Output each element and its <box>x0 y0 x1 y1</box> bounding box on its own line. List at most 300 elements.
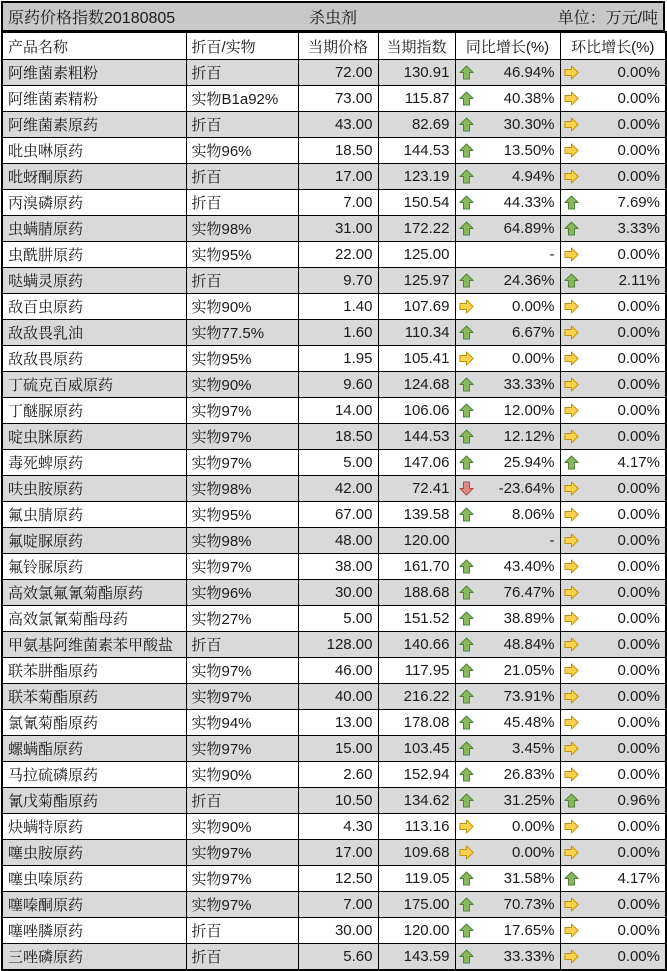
yoy-growth-cell: 31.58% <box>455 866 560 892</box>
up-arrow-icon <box>459 65 474 80</box>
yoy-growth-cell: 33.33% <box>455 372 560 398</box>
current-index-cell: 117.95 <box>378 658 455 684</box>
spec-cell: 折百 <box>186 112 298 138</box>
table-row <box>2 502 666 528</box>
current-index-cell: 125.97 <box>378 268 455 294</box>
up-arrow-icon <box>459 403 474 418</box>
spec-cell: 折百 <box>186 164 298 190</box>
table-row <box>2 632 666 658</box>
yoy-growth-cell: 12.12% <box>455 424 560 450</box>
spec-cell: 实物B1a92% <box>186 86 298 112</box>
current-index-cell: 151.52 <box>378 606 455 632</box>
current-price-cell: 67.00 <box>298 502 378 528</box>
mom-growth-cell: 0.00% <box>560 710 666 736</box>
spec-cell: 实物27% <box>186 606 298 632</box>
table-row <box>2 814 666 840</box>
mom-growth-cell: 4.17% <box>560 450 666 476</box>
current-price-cell: 5.00 <box>298 606 378 632</box>
col-header-current-price: 当期价格 <box>298 32 378 60</box>
yoy-growth-cell: 4.94% <box>455 164 560 190</box>
product-name-cell: 甲氨基阿维菌素苯甲酸盐 <box>2 632 186 658</box>
right-arrow-icon <box>459 351 474 366</box>
current-index-cell: 147.06 <box>378 450 455 476</box>
table-row <box>2 424 666 450</box>
current-index-cell: 82.69 <box>378 112 455 138</box>
current-index-cell: 143.59 <box>378 944 455 971</box>
spec-cell: 折百 <box>186 632 298 658</box>
current-index-cell: 144.53 <box>378 424 455 450</box>
product-name-cell: 吡蚜酮原药 <box>2 164 186 190</box>
product-name-cell: 丁硫克百威原药 <box>2 372 186 398</box>
current-index-cell: 144.53 <box>378 138 455 164</box>
yoy-growth-cell: 3.45% <box>455 736 560 762</box>
col-header-spec: 折百/实物 <box>186 32 298 60</box>
current-price-cell: 14.00 <box>298 398 378 424</box>
current-price-cell: 18.50 <box>298 138 378 164</box>
product-name-cell: 三唑磷原药 <box>2 944 186 971</box>
unit-label: 单位：万元/吨 <box>557 10 659 27</box>
spec-cell: 折百 <box>186 190 298 216</box>
mom-growth-cell: 0.00% <box>560 892 666 918</box>
current-index-cell: 119.05 <box>378 866 455 892</box>
current-price-cell: 9.60 <box>298 372 378 398</box>
table-row <box>2 476 666 502</box>
current-price-cell: 46.00 <box>298 658 378 684</box>
current-price-cell: 2.60 <box>298 762 378 788</box>
current-index-cell: 123.19 <box>378 164 455 190</box>
table-row <box>2 762 666 788</box>
right-arrow-icon <box>564 845 579 860</box>
up-arrow-icon <box>459 325 474 340</box>
up-arrow-icon <box>459 767 474 782</box>
up-arrow-icon <box>459 689 474 704</box>
col-header-yoy-growth: 同比增长(%) <box>455 32 560 60</box>
product-name-cell: 阿维菌素精粉 <box>2 86 186 112</box>
current-price-cell: 1.40 <box>298 294 378 320</box>
right-arrow-icon <box>564 741 579 756</box>
current-index-cell: 125.00 <box>378 242 455 268</box>
right-arrow-icon <box>564 923 579 938</box>
current-price-cell: 30.00 <box>298 580 378 606</box>
spec-cell: 实物97% <box>186 658 298 684</box>
product-name-cell: 氟啶脲原药 <box>2 528 186 554</box>
product-name-cell: 敌百虫原药 <box>2 294 186 320</box>
up-arrow-icon <box>459 611 474 626</box>
spec-cell: 折百 <box>186 788 298 814</box>
current-index-cell: 120.00 <box>378 918 455 944</box>
up-arrow-icon <box>459 585 474 600</box>
up-arrow-icon <box>459 715 474 730</box>
right-arrow-icon <box>564 559 579 574</box>
current-price-cell: 40.00 <box>298 684 378 710</box>
product-name-cell: 虫酰肼原药 <box>2 242 186 268</box>
current-index-cell: 103.45 <box>378 736 455 762</box>
table-row <box>2 580 666 606</box>
current-index-cell: 106.06 <box>378 398 455 424</box>
yoy-growth-cell: 44.33% <box>455 190 560 216</box>
spec-cell: 实物97% <box>186 398 298 424</box>
product-name-cell: 丁醚脲原药 <box>2 398 186 424</box>
current-index-cell: 72.41 <box>378 476 455 502</box>
current-price-cell: 1.95 <box>298 346 378 372</box>
spec-cell: 实物97% <box>186 684 298 710</box>
down-arrow-icon <box>459 481 474 496</box>
mom-growth-cell: 0.00% <box>560 658 666 684</box>
current-index-cell: 139.58 <box>378 502 455 528</box>
spec-cell: 实物95% <box>186 502 298 528</box>
product-name-cell: 呋虫胺原药 <box>2 476 186 502</box>
right-arrow-icon <box>564 767 579 782</box>
report-title: 原药价格指数20180805 <box>8 10 176 27</box>
right-arrow-icon <box>564 325 579 340</box>
spec-cell: 实物95% <box>186 242 298 268</box>
current-index-cell: 130.91 <box>378 60 455 86</box>
spec-cell: 实物97% <box>186 424 298 450</box>
product-name-cell: 马拉硫磷原药 <box>2 762 186 788</box>
up-arrow-icon <box>459 923 474 938</box>
up-arrow-icon <box>459 663 474 678</box>
mom-growth-cell: 0.00% <box>560 580 666 606</box>
table-row <box>2 112 666 138</box>
current-price-cell: 10.50 <box>298 788 378 814</box>
table-row <box>2 86 666 112</box>
yoy-growth-cell: 13.50% <box>455 138 560 164</box>
yoy-growth-cell: 6.67% <box>455 320 560 346</box>
current-index-cell: 105.41 <box>378 346 455 372</box>
right-arrow-icon <box>459 819 474 834</box>
spec-cell: 实物90% <box>186 372 298 398</box>
column-header-row <box>2 32 666 60</box>
current-index-cell: 152.94 <box>378 762 455 788</box>
current-index-cell: 175.00 <box>378 892 455 918</box>
mom-growth-cell: 0.00% <box>560 138 666 164</box>
yoy-growth-cell: 46.94% <box>455 60 560 86</box>
mom-growth-cell: 0.00% <box>560 424 666 450</box>
table-row <box>2 918 666 944</box>
up-arrow-icon <box>459 429 474 444</box>
right-arrow-icon <box>564 481 579 496</box>
up-arrow-icon <box>564 195 579 210</box>
mom-growth-cell: 0.00% <box>560 606 666 632</box>
mom-growth-cell: 0.00% <box>560 684 666 710</box>
up-arrow-icon <box>459 871 474 886</box>
up-arrow-icon <box>459 507 474 522</box>
mom-growth-cell: 2.11% <box>560 268 666 294</box>
yoy-growth-cell: 26.83% <box>455 762 560 788</box>
right-arrow-icon <box>564 611 579 626</box>
mom-growth-cell: 0.00% <box>560 372 666 398</box>
right-arrow-icon <box>564 689 579 704</box>
yoy-growth-cell: 17.65% <box>455 918 560 944</box>
mom-growth-cell: 0.00% <box>560 346 666 372</box>
current-index-cell: 120.00 <box>378 528 455 554</box>
up-arrow-icon <box>564 221 579 236</box>
product-name-cell: 联苯肼酯原药 <box>2 658 186 684</box>
table-row <box>2 320 666 346</box>
up-arrow-icon <box>459 169 474 184</box>
mom-growth-cell: 0.00% <box>560 60 666 86</box>
mom-growth-cell: 0.00% <box>560 502 666 528</box>
current-index-cell: 172.22 <box>378 216 455 242</box>
table-row <box>2 60 666 86</box>
spec-cell: 实物96% <box>186 138 298 164</box>
right-arrow-icon <box>564 507 579 522</box>
table-row <box>2 866 666 892</box>
price-table <box>1 31 667 971</box>
current-price-cell: 12.50 <box>298 866 378 892</box>
mom-growth-cell: 0.00% <box>560 164 666 190</box>
current-price-cell: 72.00 <box>298 60 378 86</box>
current-price-cell: 9.70 <box>298 268 378 294</box>
table-row <box>2 164 666 190</box>
current-price-cell: 5.60 <box>298 944 378 971</box>
table-row <box>2 398 666 424</box>
col-header-product-name: 产品名称 <box>2 32 186 60</box>
yoy-growth-cell: 0.00% <box>455 294 560 320</box>
table-row <box>2 450 666 476</box>
up-arrow-icon <box>459 897 474 912</box>
current-index-cell: 110.34 <box>378 320 455 346</box>
table-row <box>2 268 666 294</box>
current-index-cell: 150.54 <box>378 190 455 216</box>
spec-cell: 实物97% <box>186 866 298 892</box>
table-row <box>2 190 666 216</box>
mom-growth-cell: 0.00% <box>560 554 666 580</box>
table-row <box>2 294 666 320</box>
yoy-growth-cell: 76.47% <box>455 580 560 606</box>
product-name-cell: 氰戊菊酯原药 <box>2 788 186 814</box>
current-index-cell: 115.87 <box>378 86 455 112</box>
mom-growth-cell: 0.00% <box>560 736 666 762</box>
product-name-cell: 敌敌畏乳油 <box>2 320 186 346</box>
up-arrow-icon <box>459 559 474 574</box>
table-row <box>2 710 666 736</box>
current-price-cell: 4.30 <box>298 814 378 840</box>
spec-cell: 实物90% <box>186 762 298 788</box>
current-price-cell: 7.00 <box>298 892 378 918</box>
product-name-cell: 毒死蜱原药 <box>2 450 186 476</box>
right-arrow-icon <box>564 117 579 132</box>
table-row <box>2 944 666 971</box>
table-row <box>2 840 666 866</box>
right-arrow-icon <box>564 377 579 392</box>
table-title-bar <box>1 1 665 31</box>
mom-growth-cell: 7.69% <box>560 190 666 216</box>
yoy-growth-cell: 31.25% <box>455 788 560 814</box>
current-price-cell: 48.00 <box>298 528 378 554</box>
up-arrow-icon <box>459 741 474 756</box>
yoy-growth-cell: 24.36% <box>455 268 560 294</box>
current-index-cell: 124.68 <box>378 372 455 398</box>
yoy-growth-cell: 45.48% <box>455 710 560 736</box>
current-price-cell: 22.00 <box>298 242 378 268</box>
current-index-cell: 216.22 <box>378 684 455 710</box>
right-arrow-icon <box>564 663 579 678</box>
yoy-growth-cell: - <box>455 242 560 268</box>
product-name-cell: 啶虫脒原药 <box>2 424 186 450</box>
yoy-growth-cell: 33.33% <box>455 944 560 971</box>
yoy-growth-cell: 8.06% <box>455 502 560 528</box>
category-label: 杀虫剂 <box>309 10 358 27</box>
table-row <box>2 554 666 580</box>
yoy-growth-cell: 0.00% <box>455 840 560 866</box>
up-arrow-icon <box>564 455 579 470</box>
right-arrow-icon <box>564 351 579 366</box>
right-arrow-icon <box>564 169 579 184</box>
up-arrow-icon <box>459 195 474 210</box>
yoy-growth-cell: 25.94% <box>455 450 560 476</box>
up-arrow-icon <box>564 273 579 288</box>
right-arrow-icon <box>564 247 579 262</box>
mom-growth-cell: 4.17% <box>560 866 666 892</box>
mom-growth-cell: 0.00% <box>560 944 666 971</box>
current-price-cell: 43.00 <box>298 112 378 138</box>
mom-growth-cell: 0.00% <box>560 814 666 840</box>
right-arrow-icon <box>564 715 579 730</box>
spec-cell: 实物90% <box>186 294 298 320</box>
current-price-cell: 17.00 <box>298 164 378 190</box>
product-name-cell: 敌敌畏原药 <box>2 346 186 372</box>
up-arrow-icon <box>459 793 474 808</box>
current-price-cell: 18.50 <box>298 424 378 450</box>
yoy-growth-cell: -23.64% <box>455 476 560 502</box>
current-price-cell: 7.00 <box>298 190 378 216</box>
mom-growth-cell: 0.00% <box>560 632 666 658</box>
current-index-cell: 134.62 <box>378 788 455 814</box>
spec-cell: 实物98% <box>186 528 298 554</box>
product-name-cell: 吡虫啉原药 <box>2 138 186 164</box>
product-name-cell: 哒螨灵原药 <box>2 268 186 294</box>
yoy-growth-cell: 70.73% <box>455 892 560 918</box>
spec-cell: 折百 <box>186 60 298 86</box>
up-arrow-icon <box>459 455 474 470</box>
table-row <box>2 242 666 268</box>
product-name-cell: 阿维菌素粗粉 <box>2 60 186 86</box>
spec-cell: 实物77.5% <box>186 320 298 346</box>
right-arrow-icon <box>564 585 579 600</box>
product-name-cell: 氯氰菊酯原药 <box>2 710 186 736</box>
up-arrow-icon <box>459 273 474 288</box>
table-row <box>2 528 666 554</box>
product-name-cell: 高效氯氰菊酯母药 <box>2 606 186 632</box>
up-arrow-icon <box>459 637 474 652</box>
mom-growth-cell: 0.00% <box>560 242 666 268</box>
yoy-growth-cell: 73.91% <box>455 684 560 710</box>
up-arrow-icon <box>459 949 474 964</box>
col-header-mom-growth: 环比增长(%) <box>560 32 666 60</box>
right-arrow-icon <box>564 403 579 418</box>
right-arrow-icon <box>564 65 579 80</box>
table-row <box>2 892 666 918</box>
right-arrow-icon <box>564 533 579 548</box>
price-index-table <box>1 1 665 971</box>
current-price-cell: 30.00 <box>298 918 378 944</box>
mom-growth-cell: 0.00% <box>560 840 666 866</box>
table-row <box>2 346 666 372</box>
mom-growth-cell: 3.33% <box>560 216 666 242</box>
table-row <box>2 736 666 762</box>
current-index-cell: 107.69 <box>378 294 455 320</box>
up-arrow-icon <box>459 143 474 158</box>
product-name-cell: 噻唑膦原药 <box>2 918 186 944</box>
spec-cell: 实物95% <box>186 346 298 372</box>
current-price-cell: 5.00 <box>298 450 378 476</box>
up-arrow-icon <box>564 871 579 886</box>
current-index-cell: 113.16 <box>378 814 455 840</box>
spec-cell: 折百 <box>186 944 298 971</box>
spec-cell: 折百 <box>186 918 298 944</box>
spec-cell: 实物90% <box>186 814 298 840</box>
table-row <box>2 216 666 242</box>
spec-cell: 实物98% <box>186 216 298 242</box>
right-arrow-icon <box>564 143 579 158</box>
up-arrow-icon <box>459 221 474 236</box>
spec-cell: 实物97% <box>186 840 298 866</box>
product-name-cell: 噻嗪酮原药 <box>2 892 186 918</box>
table-row <box>2 658 666 684</box>
current-price-cell: 17.00 <box>298 840 378 866</box>
right-arrow-icon <box>564 637 579 652</box>
mom-growth-cell: 0.00% <box>560 112 666 138</box>
mom-growth-cell: 0.00% <box>560 398 666 424</box>
product-name-cell: 螺螨酯原药 <box>2 736 186 762</box>
table-row <box>2 788 666 814</box>
product-name-cell: 炔螨特原药 <box>2 814 186 840</box>
table-row <box>2 372 666 398</box>
spec-cell: 折百 <box>186 268 298 294</box>
table-row <box>2 138 666 164</box>
right-arrow-icon <box>564 299 579 314</box>
yoy-growth-cell: 64.89% <box>455 216 560 242</box>
yoy-growth-cell: 48.84% <box>455 632 560 658</box>
current-price-cell: 1.60 <box>298 320 378 346</box>
mom-growth-cell: 0.00% <box>560 476 666 502</box>
current-price-cell: 31.00 <box>298 216 378 242</box>
mom-growth-cell: 0.00% <box>560 320 666 346</box>
product-name-cell: 氟铃脲原药 <box>2 554 186 580</box>
spec-cell: 实物96% <box>186 580 298 606</box>
yoy-growth-cell: 38.89% <box>455 606 560 632</box>
product-name-cell: 氟虫腈原药 <box>2 502 186 528</box>
spec-cell: 实物98% <box>186 476 298 502</box>
yoy-growth-cell: 21.05% <box>455 658 560 684</box>
current-price-cell: 15.00 <box>298 736 378 762</box>
right-arrow-icon <box>564 897 579 912</box>
up-arrow-icon <box>564 793 579 808</box>
product-name-cell: 虫螨腈原药 <box>2 216 186 242</box>
mom-growth-cell: 0.00% <box>560 86 666 112</box>
current-index-cell: 188.68 <box>378 580 455 606</box>
right-arrow-icon <box>564 949 579 964</box>
right-arrow-icon <box>564 429 579 444</box>
product-name-cell: 高效氯氟氰菊酯原药 <box>2 580 186 606</box>
mom-growth-cell: 0.00% <box>560 528 666 554</box>
up-arrow-icon <box>459 377 474 392</box>
current-price-cell: 13.00 <box>298 710 378 736</box>
yoy-growth-cell: 40.38% <box>455 86 560 112</box>
current-price-cell: 73.00 <box>298 86 378 112</box>
current-price-cell: 38.00 <box>298 554 378 580</box>
up-arrow-icon <box>459 91 474 106</box>
right-arrow-icon <box>459 845 474 860</box>
product-name-cell: 联苯菊酯原药 <box>2 684 186 710</box>
table-row <box>2 606 666 632</box>
spec-cell: 实物97% <box>186 892 298 918</box>
product-name-cell: 阿维菌素原药 <box>2 112 186 138</box>
mom-growth-cell: 0.96% <box>560 788 666 814</box>
right-arrow-icon <box>564 91 579 106</box>
yoy-growth-cell: - <box>455 528 560 554</box>
